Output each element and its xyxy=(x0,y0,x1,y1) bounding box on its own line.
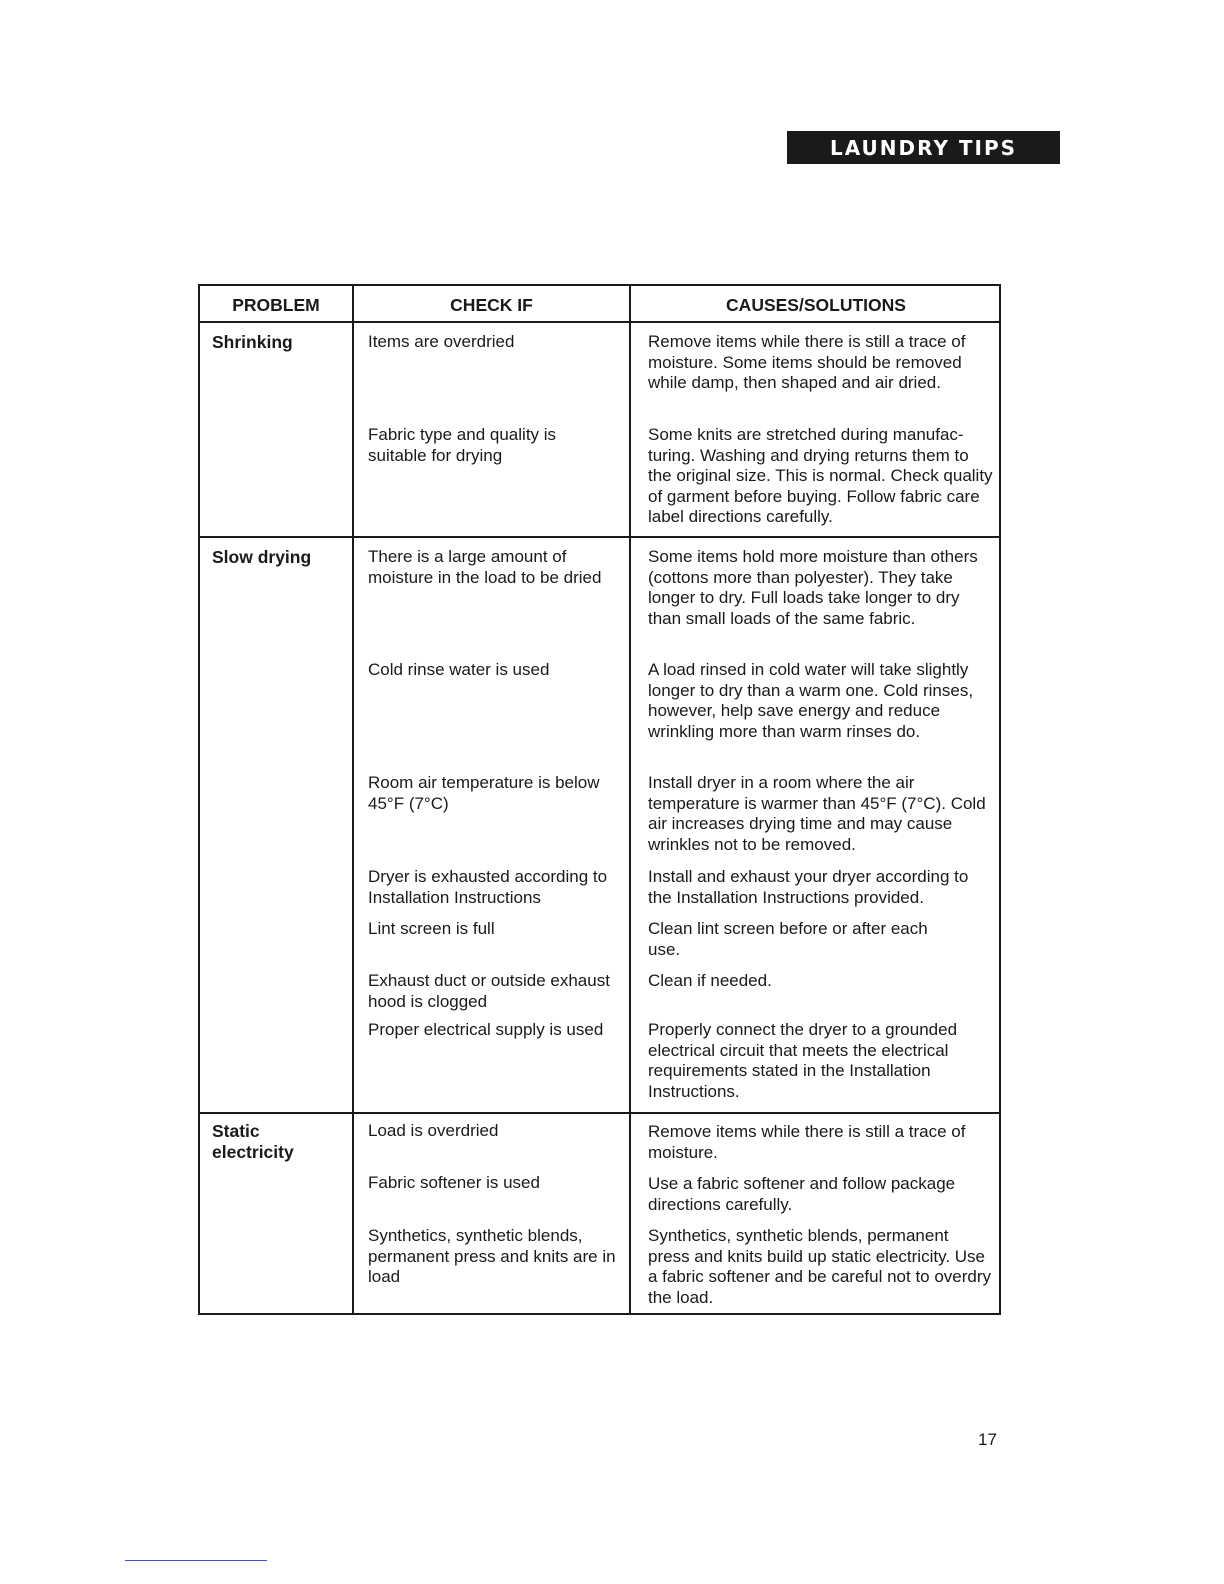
problem-label: Slow drying xyxy=(212,547,312,567)
solution-text: A load rinsed in cold water will take slightly longer to dry than a warm one. Cold rinses, however, help save energy and reduce wrinkling more than warm rinses do. xyxy=(648,660,974,741)
troubleshooting-table xyxy=(198,284,1001,1315)
solution-text: Synthetics, synthetic blends, permanent press and knits build up static electricity. Use a fabric softener and be careful not to overdry the load. xyxy=(648,1226,992,1307)
solution-text: Remove items while there is still a trace of moisture. Some items should be removed while damp, then shaped and air dried. xyxy=(648,332,966,392)
column-header-check-if: CHECK IF xyxy=(450,295,533,315)
solution-text: Clean lint screen before or after each use. xyxy=(648,919,928,959)
column-header-problem: PROBLEM xyxy=(232,295,320,315)
check-if-text: Fabric softener is used xyxy=(368,1173,540,1192)
solution-text: Remove items while there is still a trace of moisture. xyxy=(648,1122,966,1162)
solution-text: Install dryer in a room where the air temperature is warmer than 45°F (7°C). Cold air increases drying time and may cause wrinkles not to be removed. xyxy=(648,773,986,854)
solution-text: Properly connect the dryer to a grounded electrical circuit that meets the electrical requirements stated in the Installation Instructions. xyxy=(648,1020,958,1101)
check-if-text: Dryer is exhausted according to Installation Instructions xyxy=(368,867,608,907)
section-divider xyxy=(200,536,999,538)
check-if-text: Lint screen is full xyxy=(368,919,495,938)
page-number: 17 xyxy=(978,1430,997,1449)
column-header-causes-solutions: CAUSES/SOLUTIONS xyxy=(726,295,906,315)
check-if-text: Cold rinse water is used xyxy=(368,660,550,679)
check-if-text: Fabric type and quality is suitable for drying xyxy=(368,425,557,465)
column-divider xyxy=(352,286,354,1313)
solution-text: Clean if needed. xyxy=(648,971,772,990)
solution-text: Use a fabric softener and follow package directions carefully. xyxy=(648,1174,956,1214)
solution-text: Some items hold more moisture than others (cottons more than polyester). They take longer to dry. Full loads take longer to dry than small loads of the same fabric. xyxy=(648,547,978,628)
check-if-text: Room air temperature is below 45°F (7°C) xyxy=(368,773,600,813)
solution-text: Install and exhaust your dryer according to the Installation Instructions provided. xyxy=(648,867,969,907)
check-if-text: Synthetics, synthetic blends, permanent press and knits are in load xyxy=(368,1226,616,1286)
check-if-text: Items are overdried xyxy=(368,332,515,351)
check-if-text: Exhaust duct or outside exhaust hood is clogged xyxy=(368,971,610,1011)
check-if-text: Load is overdried xyxy=(368,1121,499,1140)
column-divider xyxy=(629,286,631,1313)
solution-text: Some knits are stretched during manufac-turing. Washing and drying returns them to the original size. This is normal. Check quality of garment before buying. Follow fabric care label directions carefully. xyxy=(648,425,993,526)
problem-label: Shrinking xyxy=(212,332,293,352)
problem-label: Static electricity xyxy=(212,1121,294,1162)
header-divider xyxy=(200,321,999,323)
section-divider xyxy=(200,1112,999,1114)
check-if-text: There is a large amount of moisture in the load to be dried xyxy=(368,547,602,587)
footer-rule xyxy=(125,1560,267,1561)
section-tab-laundry-tips: LAUNDRY TIPS xyxy=(787,131,1060,164)
check-if-text: Proper electrical supply is used xyxy=(368,1020,604,1039)
